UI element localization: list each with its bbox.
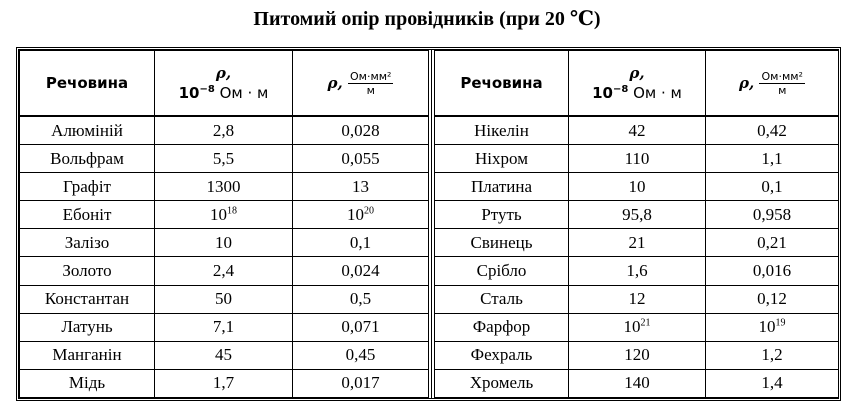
rho-unit2-cell xyxy=(293,257,429,285)
rho-unit1-cell-value: 10 xyxy=(623,317,641,337)
rho-symbol: ρ, xyxy=(629,64,645,82)
rho-unit2-cell-value: 0,017 xyxy=(341,373,380,393)
rho-unit2-cell-value: 1,4 xyxy=(761,373,783,393)
substance-cell xyxy=(20,369,155,397)
substance-cell xyxy=(20,201,155,229)
rho-unit2-cell xyxy=(706,229,839,257)
substance-cell-value: Фарфор xyxy=(472,317,531,337)
table-row xyxy=(20,229,429,257)
header-rho-unit1 xyxy=(155,51,293,117)
rho-unit1-cell xyxy=(569,313,706,341)
substance-cell xyxy=(435,173,569,201)
rho-unit1-cell xyxy=(155,173,293,201)
table-row xyxy=(435,257,839,285)
header-rho-unit1-label xyxy=(569,63,705,103)
rho-unit2-cell xyxy=(293,313,429,341)
header-substance xyxy=(20,51,155,117)
rho-unit1-cell-value: 50 xyxy=(215,289,232,309)
rho-unit1-cell xyxy=(569,201,706,229)
substance-cell xyxy=(20,116,155,145)
rho-unit2-cell-value: 0,45 xyxy=(345,345,376,365)
unit-numerator: Ом·мм² xyxy=(349,69,392,83)
rho-unit1-cell-value: 10 xyxy=(628,176,646,196)
rho-unit1-cell-value: 12 xyxy=(628,289,646,309)
left-table xyxy=(19,50,429,398)
rho2-symbol: ρ, xyxy=(327,73,343,92)
rho-unit2-cell xyxy=(293,116,429,145)
substance-cell-value: Ебоніт xyxy=(62,204,112,224)
rho-unit1-prefix: 10 xyxy=(592,84,613,102)
rho-unit1-cell-value: 5,5 xyxy=(212,148,235,168)
rho-unit1-cell xyxy=(155,201,293,229)
right-table-half xyxy=(434,50,838,398)
rho-unit1-cell-value: 1,7 xyxy=(212,373,235,393)
rho-unit1-cell xyxy=(569,145,706,173)
rho-unit1-exp: −8 xyxy=(199,84,215,95)
table-row xyxy=(20,257,429,285)
header-rho-unit2 xyxy=(293,51,429,117)
substance-cell-value: Ртуть xyxy=(481,204,522,224)
substance-cell-value: Платина xyxy=(470,176,533,196)
resistivity-table-frame xyxy=(16,47,841,401)
rho-unit1-cell-value: 42 xyxy=(628,120,646,140)
table-row xyxy=(20,201,429,229)
substance-cell-value: Нікелін xyxy=(474,120,529,140)
rho-unit1-cell xyxy=(569,257,706,285)
rho-unit2-cell-exponent: 20 xyxy=(364,205,374,217)
rho-unit2-cell-value: 0,055 xyxy=(341,148,380,168)
header-substance-label: Речовина xyxy=(460,74,543,92)
rho-unit2-cell xyxy=(706,285,839,313)
rho-unit2-cell xyxy=(706,257,839,285)
substance-cell-value: Хромель xyxy=(469,373,534,393)
rho-unit1-cell xyxy=(155,285,293,313)
rho-unit2-cell-exponent: 19 xyxy=(775,317,786,329)
table-row xyxy=(435,341,839,369)
rho-unit2-cell xyxy=(293,201,429,229)
substance-cell xyxy=(435,229,569,257)
right-table-body xyxy=(435,116,839,398)
table-row xyxy=(20,341,429,369)
table-row xyxy=(20,369,429,397)
unit-denominator: м xyxy=(366,83,375,97)
page-title: Питомий опір провідників (при 20 ℃) xyxy=(253,8,601,30)
rho-unit2-cell-value: 0,024 xyxy=(341,261,380,281)
rho-unit1-exp: −8 xyxy=(613,84,629,95)
rho-unit1-cell xyxy=(569,229,706,257)
substance-cell xyxy=(435,313,569,341)
substance-cell-value: Мідь xyxy=(68,373,106,393)
rho-unit2-cell-value: 0,5 xyxy=(349,289,372,309)
rho-unit2-cell xyxy=(706,313,839,341)
rho-unit1-cell-value: 140 xyxy=(624,373,650,393)
rho-unit2-cell xyxy=(293,285,429,313)
substance-cell-value: Константан xyxy=(44,289,130,309)
rho-unit2-cell xyxy=(293,173,429,201)
substance-cell xyxy=(435,369,569,397)
rho-unit1-cell xyxy=(569,173,706,201)
rho-unit2-cell-value: 0,42 xyxy=(757,120,787,140)
rho-unit1-cell xyxy=(569,369,706,397)
rho-symbol: ρ, xyxy=(215,64,232,82)
rho-unit1-cell-value: 110 xyxy=(624,148,650,168)
header-substance xyxy=(435,51,569,117)
rho-unit1-prefix: 10 xyxy=(178,84,200,102)
rho-unit1-cell xyxy=(155,116,293,145)
substance-cell xyxy=(20,257,155,285)
rho-unit1-cell-value: 45 xyxy=(215,345,232,365)
table-row xyxy=(20,313,429,341)
substance-cell xyxy=(20,285,155,313)
rho-unit1-cell xyxy=(569,285,706,313)
header-rho-unit2-label xyxy=(327,69,394,97)
rho-unit2-cell-value: 0,071 xyxy=(341,317,380,337)
rho-unit1-cell xyxy=(155,341,293,369)
table-row xyxy=(435,201,839,229)
rho-unit1-cell-value: 1300 xyxy=(206,176,241,196)
substance-cell-value: Срібло xyxy=(476,261,527,281)
rho-unit1-cell-value: 7,1 xyxy=(212,317,235,337)
substance-cell xyxy=(20,313,155,341)
rho-unit2-cell xyxy=(706,116,839,145)
header-rho-unit1-label xyxy=(155,63,292,103)
header-rho-unit2 xyxy=(706,51,839,117)
table-divider xyxy=(428,50,432,398)
table-row xyxy=(435,145,839,173)
table-row xyxy=(20,116,429,145)
rho-unit2-cell-value: 0,958 xyxy=(752,204,792,224)
substance-cell-value: Сталь xyxy=(480,289,523,309)
table-row xyxy=(435,173,839,201)
rho-unit1-suffix: Ом · м xyxy=(214,84,269,102)
rho-unit1-cell-value: 120 xyxy=(624,345,650,365)
header-row xyxy=(20,51,429,117)
header-substance-label: Речовина xyxy=(45,74,129,92)
substance-cell xyxy=(435,285,569,313)
rho-unit2-cell xyxy=(706,369,839,397)
rho-unit1-cell xyxy=(155,257,293,285)
rho-unit2-cell xyxy=(706,201,839,229)
substance-cell xyxy=(435,257,569,285)
rho-unit1-cell xyxy=(569,341,706,369)
rho-unit1-cell-value: 95,8 xyxy=(622,204,652,224)
rho-unit1-suffix: Ом · м xyxy=(628,84,682,102)
rho-unit2-cell-value: 10 xyxy=(347,204,364,224)
rho-unit1-cell-value: 21 xyxy=(628,232,646,252)
rho-unit1-cell xyxy=(155,145,293,173)
rho-unit1-cell-value: 10 xyxy=(215,232,232,252)
rho-unit2-cell xyxy=(293,341,429,369)
table-row xyxy=(20,285,429,313)
table-row xyxy=(435,229,839,257)
table-row xyxy=(435,369,839,397)
substance-cell-value: Свинець xyxy=(470,232,533,252)
substance-cell-value: Манганін xyxy=(52,345,122,365)
rho-unit1-cell xyxy=(155,229,293,257)
unit-fraction xyxy=(348,70,393,97)
table-row xyxy=(435,313,839,341)
rho-unit1-cell-value: 2,8 xyxy=(212,120,235,140)
table-row xyxy=(20,173,429,201)
rho-unit2-cell xyxy=(706,173,839,201)
rho-unit1-cell-value: 10 xyxy=(210,204,227,224)
substance-cell-value: Фехраль xyxy=(470,345,533,365)
rho-unit2-cell-value: 0,1 xyxy=(349,232,372,252)
rho-unit1-cell-exponent: 18 xyxy=(227,205,237,217)
rho-unit2-cell-value: 0,21 xyxy=(757,232,787,252)
rho-unit2-cell xyxy=(706,145,839,173)
substance-cell-value: Залізо xyxy=(64,232,110,252)
rho-unit2-cell xyxy=(293,229,429,257)
left-table-body xyxy=(20,116,429,398)
rho-unit1-cell-value: 1,6 xyxy=(626,261,648,281)
rho-unit2-cell-value: 10 xyxy=(758,317,776,337)
rho2-symbol: ρ, xyxy=(739,73,755,92)
rho-unit1-cell xyxy=(155,369,293,397)
rho-unit1-cell-exponent: 21 xyxy=(640,317,651,329)
substance-cell xyxy=(435,341,569,369)
substance-cell xyxy=(20,145,155,173)
rho-unit2-cell-value: 0,12 xyxy=(757,289,787,309)
rho-unit2-cell-value: 1,1 xyxy=(761,148,783,168)
substance-cell-value: Вольфрам xyxy=(50,148,124,168)
substance-cell-value: Латунь xyxy=(61,317,113,337)
left-table-half xyxy=(19,50,428,398)
unit-numerator: Ом·мм² xyxy=(761,69,803,83)
rho-unit1-cell-value: 2,4 xyxy=(212,261,235,281)
table-row xyxy=(435,285,839,313)
rho-unit2-cell-value: 13 xyxy=(352,176,369,196)
table-row xyxy=(20,145,429,173)
substance-cell xyxy=(20,173,155,201)
unit-fraction xyxy=(759,70,804,97)
substance-cell xyxy=(435,116,569,145)
header-row xyxy=(435,51,839,117)
substance-cell-value: Графіт xyxy=(63,176,111,196)
header-rho-unit1 xyxy=(569,51,706,117)
substance-cell xyxy=(20,341,155,369)
rho-unit2-cell xyxy=(706,341,839,369)
rho-unit2-cell-value: 0,1 xyxy=(761,176,783,196)
substance-cell xyxy=(435,145,569,173)
right-table xyxy=(434,50,839,398)
substance-cell xyxy=(20,229,155,257)
rho-unit2-cell xyxy=(293,145,429,173)
substance-cell xyxy=(435,201,569,229)
substance-cell-value: Алюміній xyxy=(51,120,123,140)
rho-unit1-cell xyxy=(569,116,706,145)
substance-cell-value: Золото xyxy=(62,261,112,281)
rho-unit2-cell-value: 0,028 xyxy=(341,120,380,140)
rho-unit2-cell-value: 1,2 xyxy=(761,345,783,365)
rho-unit2-cell-value: 0,016 xyxy=(752,261,792,281)
table-row xyxy=(435,116,839,145)
substance-cell-value: Ніхром xyxy=(475,148,528,168)
rho-unit2-cell xyxy=(293,369,429,397)
unit-denominator: м xyxy=(778,83,787,97)
rho-unit1-cell xyxy=(155,313,293,341)
header-rho-unit2-label xyxy=(739,69,805,97)
